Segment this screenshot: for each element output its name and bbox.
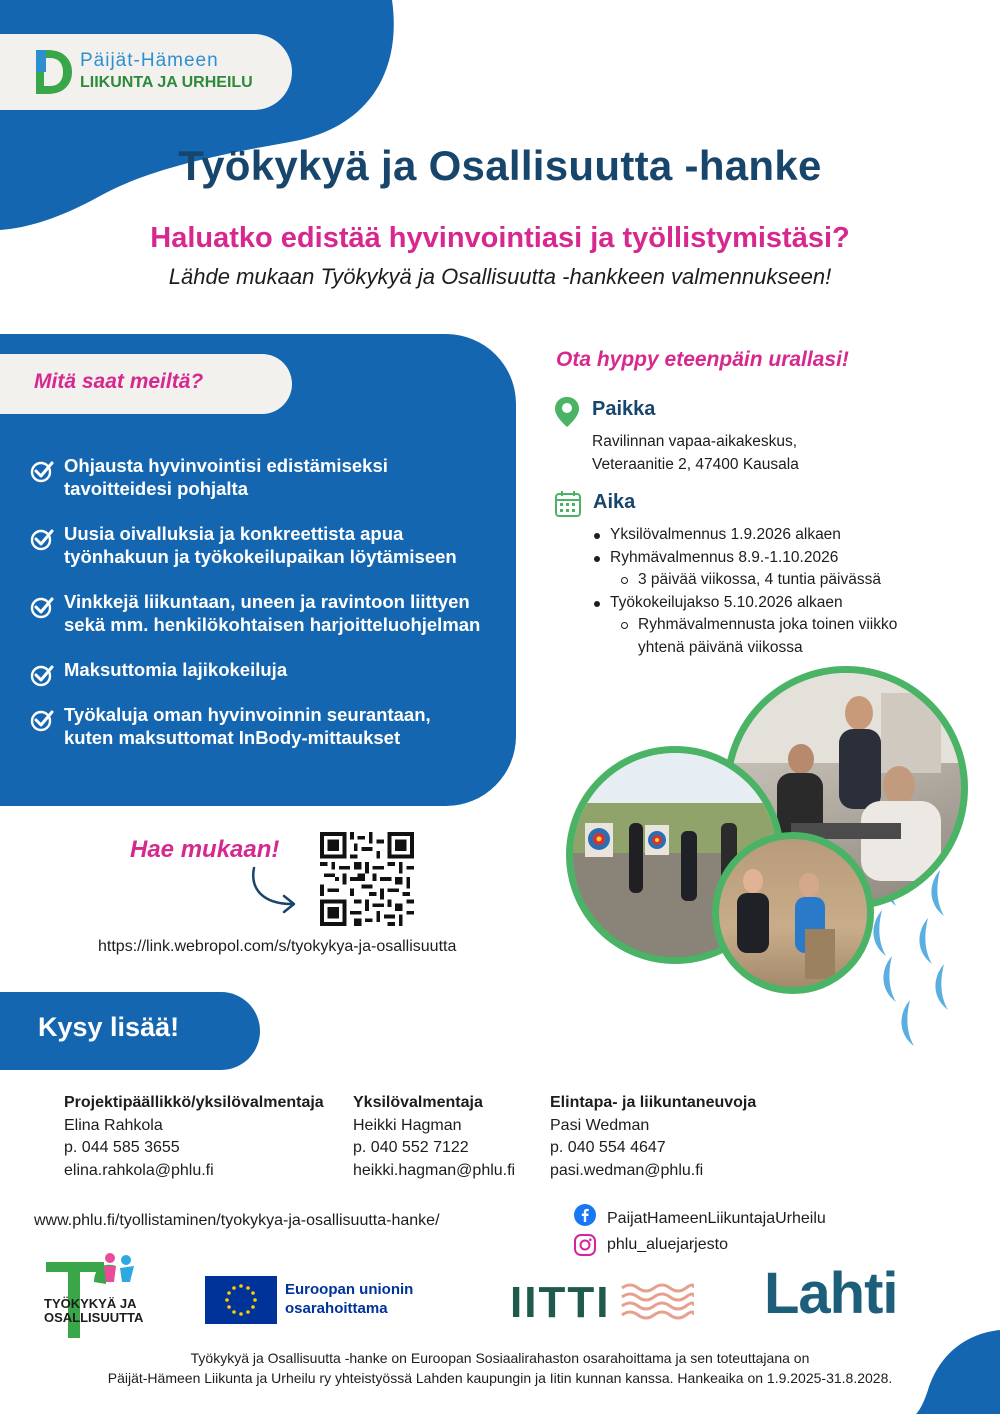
benefit-line: Työkaluja oman hyvinvoinnin seurantaan, [64, 704, 431, 725]
eu-logo-text-top: Euroopan unionin [285, 1281, 414, 1298]
check-circle-icon [30, 708, 54, 732]
benefits-heading-pill [0, 354, 292, 414]
logo-text-bottom: LIIKUNTA JA URHEILU [80, 74, 253, 91]
project-logo-text-bottom: OSALLISUUTTA [44, 1310, 144, 1325]
time-label: Aika [593, 491, 636, 513]
photo-thumbs-up [712, 832, 874, 994]
contact-card [64, 1092, 324, 1182]
list-item [30, 703, 500, 749]
contact-name: Pasi Wedman [550, 1116, 650, 1134]
facebook-link[interactable]: PaijatHameenLiikuntajaUrheilu [607, 1210, 826, 1227]
contact-phone[interactable]: p. 040 552 7122 [353, 1139, 469, 1156]
check-circle-icon [30, 459, 54, 483]
contact-heading: Kysy lisää! [38, 1012, 180, 1042]
contact-card [550, 1092, 756, 1182]
benefit-line: työnhakuun ja työkokeilupaikan löytämiseen [64, 546, 457, 567]
contact-role: Projektipäällikkö/yksilövalmentaja [64, 1094, 324, 1111]
list-item [30, 454, 500, 500]
contact-heading-pill [0, 992, 260, 1070]
contact-phone[interactable]: p. 044 585 3655 [64, 1139, 180, 1156]
address-line: Ravilinnan vapaa-aikakeskus, [592, 433, 798, 450]
list-item: 3 päivää viikossa, 4 tuntia päivässä [592, 569, 972, 592]
project-logo-text-top: TYÖKYKYÄ JA [44, 1296, 137, 1311]
curved-arrow-icon [248, 866, 302, 914]
footer-line: Työkykyä ja Osallisuutta -hanke on Euroopan Sosiaalirahaston osarahoittama ja sen toteuttajana on [190, 1350, 810, 1366]
check-circle-icon [30, 527, 54, 551]
contact-email[interactable]: elina.rahkola@phlu.fi [64, 1161, 214, 1179]
iitti-logo-text: IITTI [510, 1278, 611, 1327]
benefits-heading: Mitä saat meiltä? [34, 370, 204, 393]
contact-card [353, 1092, 515, 1182]
list-item [30, 658, 500, 681]
instagram-icon[interactable] [574, 1234, 596, 1256]
contact-phone[interactable]: p. 040 554 4647 [550, 1139, 666, 1156]
benefit-line: Maksuttomia lajikokeiluja [64, 659, 288, 680]
list-item: Työkokeilujakso 5.10.2026 alkaen [592, 592, 972, 615]
contact-role: Yksilövalmentaja [353, 1094, 483, 1111]
contact-name: Elina Rahkola [64, 1116, 163, 1134]
contact-name: Heikki Hagman [353, 1116, 462, 1134]
website-link[interactable]: www.phlu.fi/tyollistaminen/tyokykya-ja-osallisuutta-hanke/ [34, 1212, 440, 1229]
contact-email[interactable]: pasi.wedman@phlu.fi [550, 1161, 704, 1179]
phlu-logo-icon [32, 46, 74, 98]
list-item: Ryhmävalmennus 8.9.-1.10.2026 [592, 547, 972, 570]
benefit-line: tavoitteidesi pohjalta [64, 478, 249, 499]
facebook-icon[interactable] [574, 1204, 596, 1226]
footer-line: Päijät-Hämeen Liikunta ja Urheilu ry yhteistyössä Lahden kaupungin ja Iitin kunnan kanssa. Hankeaika on 1.9.2025-31.8.2028. [107, 1370, 893, 1386]
iitti-wave-icon [620, 1282, 694, 1322]
list-item: Yksilövalmennus 1.9.2026 alkaen [592, 524, 972, 547]
eu-logo-text-bottom: osarahoittama [285, 1300, 388, 1317]
list-item: yhtenä päivänä viikossa [638, 638, 803, 656]
list-item [30, 522, 500, 568]
lahti-logo-text: Lahti [764, 1261, 898, 1326]
list-item [30, 590, 500, 636]
contact-email[interactable]: heikki.hagman@phlu.fi [353, 1161, 516, 1179]
eu-flag-icon [205, 1276, 277, 1324]
check-circle-icon [30, 663, 54, 687]
benefit-line: Ohjausta hyvinvointisi edistämiseksi [64, 455, 388, 476]
calendar-icon [554, 490, 582, 518]
instagram-link[interactable]: phlu_aluejarjesto [607, 1236, 728, 1253]
contact-role: Elintapa- ja liikuntaneuvoja [550, 1094, 757, 1111]
benefit-line: kuten maksuttomat InBody-mittaukset [64, 727, 401, 748]
question-heading: Haluatko edistää hyvinvointiasi ja työllistymistäsi? [150, 222, 850, 254]
address-line: Veteraanitie 2, 47400 Kausala [592, 456, 799, 473]
list-item: Ryhmävalmennusta joka toinen viikko [592, 614, 972, 637]
registration-link[interactable]: https://link.webropol.com/s/tyokykya-ja-osallisuutta [98, 938, 457, 955]
benefits-list [30, 454, 500, 771]
thumbs-up-scene [719, 839, 867, 987]
benefit-line: Vinkkejä liikuntaan, uneen ja ravintoon liittyen [64, 591, 470, 612]
page-title: Työkykyä ja Osallisuutta -hanke [178, 142, 822, 189]
apply-label: Hae mukaan! [130, 836, 280, 863]
schedule-list [592, 524, 972, 659]
place-label: Paikka [592, 398, 656, 420]
place-address [592, 430, 799, 476]
footer-note [20, 1348, 980, 1388]
check-circle-icon [30, 595, 54, 619]
details-heading: Ota hyppy eteenpäin urallasi! [556, 348, 849, 371]
benefit-line: Uusia oivalluksia ja konkreettista apua [64, 523, 404, 544]
location-pin-icon [554, 396, 580, 428]
logo-text-top: Päijät-Hämeen [80, 50, 219, 71]
lead-text: Lähde mukaan Työkykyä ja Osallisuutta -hankkeen valmennukseen! [168, 264, 832, 289]
qr-code[interactable] [320, 832, 414, 926]
benefit-line: sekä mm. henkilökohtaisen harjoitteluohjelman [64, 614, 481, 635]
